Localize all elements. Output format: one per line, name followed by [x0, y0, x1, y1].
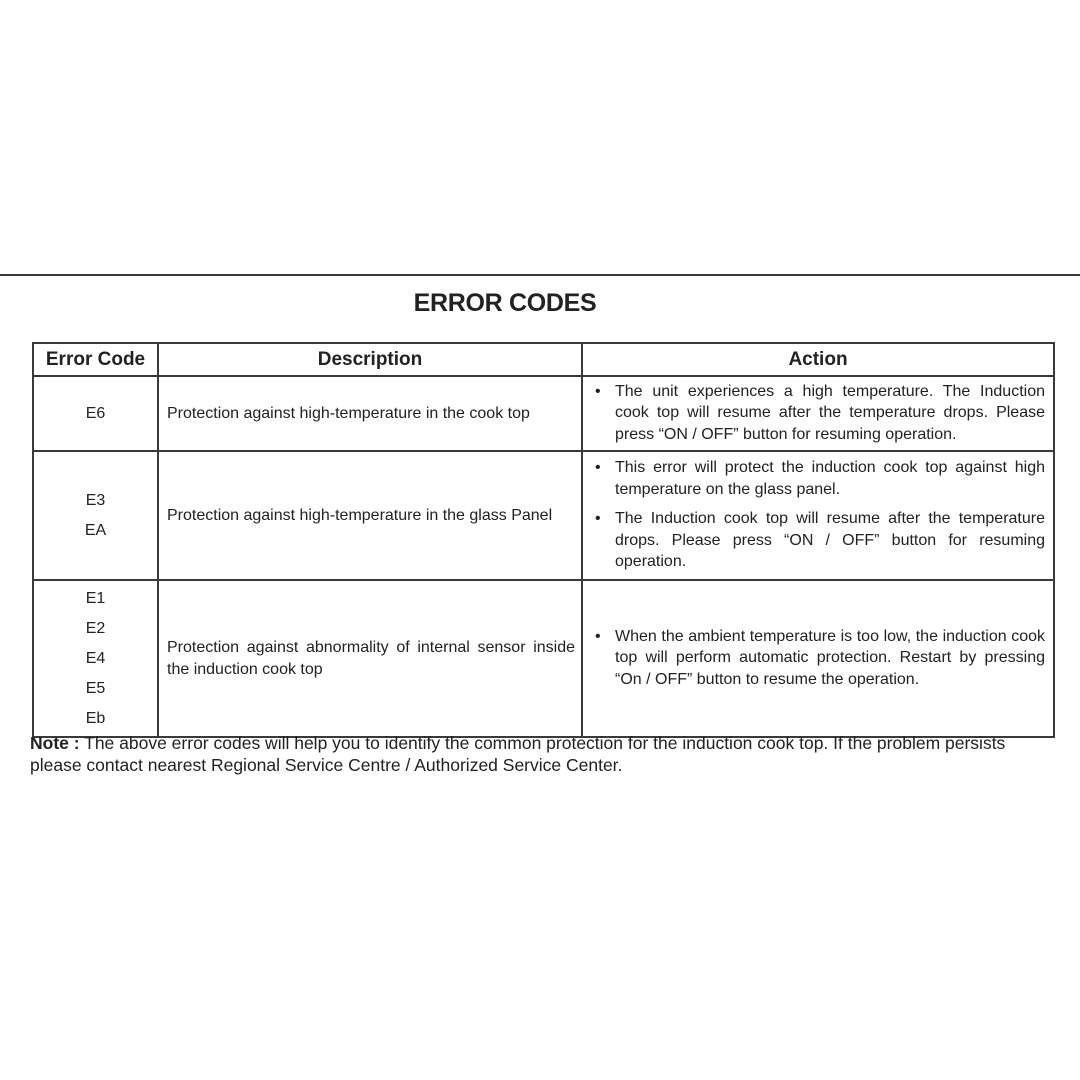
- footnote: [30, 733, 1060, 776]
- error-code: E1: [85, 589, 106, 607]
- header-error-code: Error Code: [33, 343, 158, 376]
- error-code: E4: [85, 649, 106, 667]
- action-bullet: • The unit experiences a high temperature. The Induction cook top will resume after the temperature drops. Please press “ON / OFF” button for resuming operation.: [589, 381, 1045, 446]
- action-cell: [582, 376, 1054, 451]
- error-code: E5: [85, 679, 106, 697]
- table-row: [33, 580, 1054, 737]
- description-cell: Protection against high-temperature in the glass Panel: [158, 451, 582, 580]
- error-code: EA: [84, 521, 107, 539]
- table-row: [33, 376, 1054, 451]
- top-divider: [0, 274, 1080, 276]
- error-code: Eb: [85, 709, 106, 727]
- header-action: Action: [582, 343, 1054, 376]
- description-cell: Protection against high-temperature in the cook top: [158, 376, 582, 451]
- table-header-row: [33, 343, 1054, 376]
- error-code-cell: [33, 376, 158, 451]
- action-bullet: • This error will protect the induction cook top against high temperature on the glass panel.: [589, 457, 1045, 500]
- header-description: Description: [158, 343, 582, 376]
- table-row: [33, 451, 1054, 580]
- action-cell: [582, 451, 1054, 580]
- error-code-cell: [33, 580, 158, 737]
- page-title: ERROR CODES: [413, 289, 597, 317]
- error-code: E2: [85, 619, 106, 637]
- action-bullet: • When the ambient temperature is too low, the induction cook top will perform automatic protection. Restart by pressing “On / OFF” button to resume the operation.: [589, 626, 1045, 691]
- error-code-cell: [33, 451, 158, 580]
- note-label: Note :: [30, 733, 80, 753]
- action-cell: [582, 580, 1054, 737]
- error-codes-table: [32, 342, 1055, 738]
- error-code: E6: [85, 404, 106, 422]
- note-text: The above error codes will help you to identify the common protection for the induction cook top. If the problem persists please contact nearest Regional Service Centre / Authorized Service Center.: [30, 733, 1006, 775]
- action-bullet: • The Induction cook top will resume after the temperature drops. Please press “ON / OFF” button for resuming operation.: [589, 508, 1045, 573]
- description-cell: Protection against abnormality of internal sensor inside the induction cook top: [158, 580, 582, 737]
- error-code: E3: [85, 491, 106, 509]
